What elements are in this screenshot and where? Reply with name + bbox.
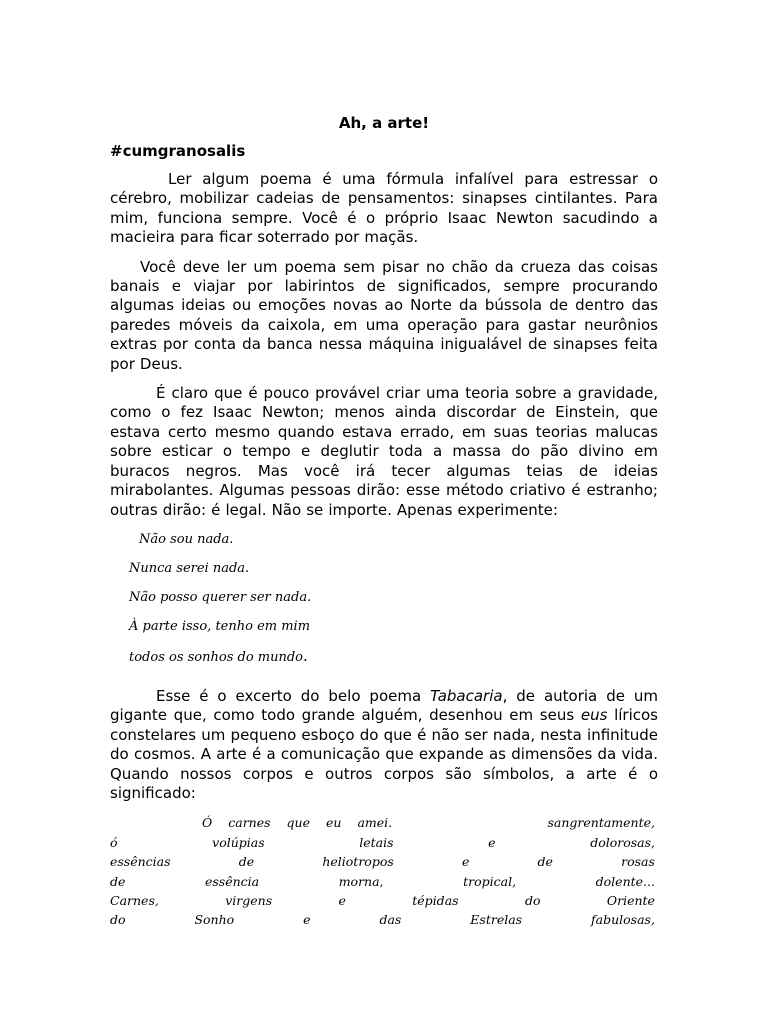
poem-line: Nunca serei nada. (129, 560, 250, 576)
paragraph-2: Você deve ler um poema sem pisar no chão da crueza das coisas banais e viajar por labirintos de significados, sempre procurando algumas ideias ou emoções novas ao Norte da bússola de dentro das paredes móveis da caixola, em uma operação para gastar neurônios extras por conta da banca nessa máquina inigualável de sinapses feita por Deus. (110, 257, 658, 373)
verse-block (110, 813, 658, 929)
verse-word: e (338, 892, 346, 908)
poem-line: Não posso querer ser nada. (129, 589, 312, 605)
verse-word: dolorosas, (590, 834, 655, 850)
paragraph-4-part-b: , de autoria de um gigante que, como todo grande alguém, desenhou em seus (110, 686, 658, 725)
verse-word: que (286, 815, 310, 831)
verse-line (110, 813, 655, 832)
poem-excerpt (110, 530, 658, 675)
verse-word: eu (326, 815, 342, 831)
paragraph-3: É claro que é pouco provável criar uma teoria sobre a gravidade, como o fez Isaac Newton; menos ainda discordar de Einstein, que estava certo mesmo quando estava errado, em suas teorias malucas sobre esticar o tempo e deglutir toda a massa do pão divino em buracos negros. Mas você irá tecer algumas teias de ideias mirabolantes. Algumas pessoas dirão: esse método criativo é estranho; outras dirão: é legal. Não se importe. Apenas experimente: (110, 384, 658, 519)
verse-word: volúpias (212, 834, 265, 850)
poem-title-reference: Tabacaria (430, 686, 503, 705)
paragraph-4-part-c: líricos constelares um pequeno esboço do que é não ser nada, nesta infinitude do cosmos. A arte é a comunicação que expande as dimensões da vida. Quando nossos corpos e outros corpos são símbolos, a arte é o significado: (110, 706, 658, 802)
verse-line-left (202, 813, 392, 832)
verse-line (110, 852, 655, 871)
verse-word: Carnes, (110, 892, 159, 908)
verse-word: fabulosas, (591, 912, 655, 928)
document-body (110, 113, 658, 930)
verse-word: Estrelas (470, 912, 523, 928)
verse-word: do (110, 912, 126, 928)
paragraph-4-part-a: Esse é o excerto do belo poema (156, 686, 431, 705)
verse-word: dolente... (595, 873, 655, 889)
verse-word: Sonho (194, 912, 235, 928)
verse-line (110, 833, 655, 852)
verse-word: essências (110, 854, 171, 870)
poem-line: Não sou nada. (139, 531, 234, 547)
verse-line (110, 910, 655, 929)
verse-word: rosas (621, 854, 655, 870)
document-title: Ah, a arte! (338, 114, 430, 132)
verse-word: carnes (228, 815, 271, 831)
verse-word: ó (110, 834, 118, 850)
verse-line (110, 872, 655, 891)
verse-word: de (238, 854, 255, 870)
verse-word: de (537, 854, 553, 870)
verse-word: tropical, (463, 873, 517, 889)
paragraph-1: Ler algum poema é uma fórmula infalível para estressar o cérebro, mobilizar cadeias de pensamentos: sinapses cintilantes. Para mim, funciona sempre. Você é o próprio Isaac Newton sacudindo a macieira para ficar soterrado por maçãs. (110, 170, 658, 247)
verse-word: sangrentamente, (547, 815, 655, 831)
verse-word: e (461, 854, 470, 870)
verse-word: do (524, 892, 541, 908)
eus-word: eus (580, 706, 608, 725)
poem-end-mark: . (303, 646, 308, 665)
poem-line-text: todos os sonhos do mundo (129, 649, 304, 665)
verse-word: de (110, 873, 126, 889)
verse-word: das (379, 912, 402, 928)
verse-word: amei. (357, 815, 393, 831)
verse-word: heliotropos (322, 854, 394, 870)
poem-line (110, 646, 658, 675)
verse-word: Oriente (606, 892, 655, 908)
verse-word: morna, (338, 873, 384, 889)
poem-line: À parte isso, tenho em mim (129, 618, 311, 634)
hashtag: #cumgranosalis (110, 142, 246, 160)
verse-line (110, 891, 655, 910)
verse-word: e (488, 834, 496, 850)
paragraph-4 (110, 687, 658, 803)
verse-word: tépidas (412, 892, 459, 908)
verse-word: e (303, 912, 311, 928)
verse-word: letais (359, 834, 394, 850)
verse-word: virgens (225, 892, 273, 908)
verse-word: essência (204, 873, 260, 889)
verse-word: Ó (202, 815, 213, 831)
